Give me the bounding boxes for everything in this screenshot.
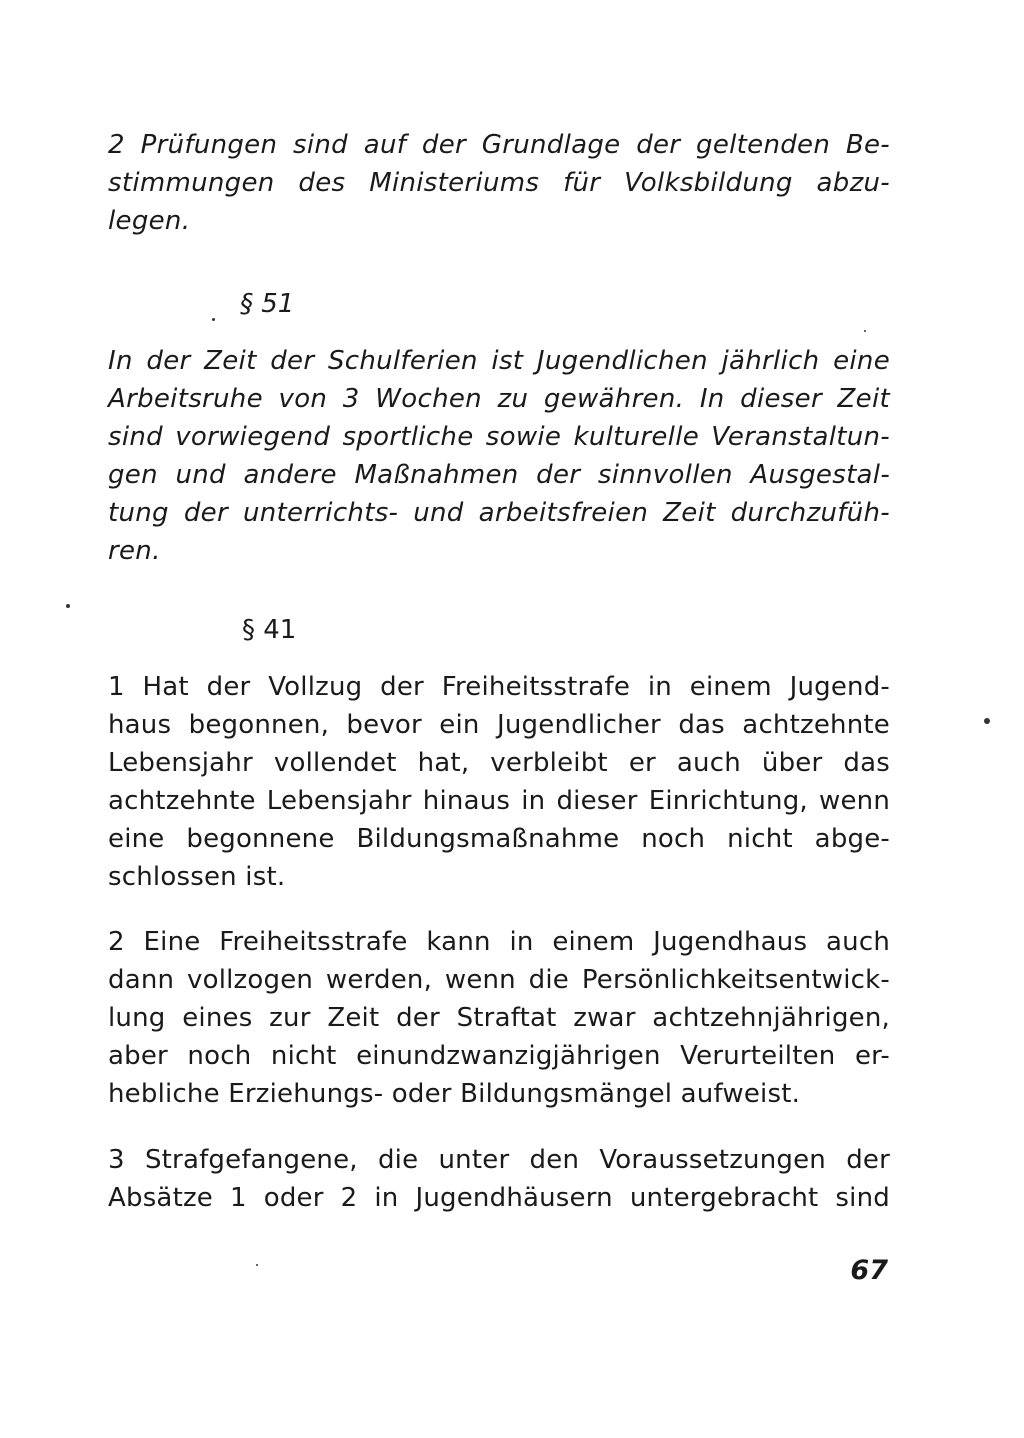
text-line: 2 Prüfungen sind auf der Grundlage der geltenden Be- bbox=[108, 130, 890, 160]
text-line: haus begonnen, bevor ein Jugendlicher das achtzehnte bbox=[108, 710, 890, 740]
text-line: tung der unterrichts- und arbeitsfreien Zeit durchzufüh- bbox=[108, 498, 890, 528]
text-line: gen und andere Maßnahmen der sinnvollen Ausgestal- bbox=[108, 460, 890, 490]
text-line: sind vorwiegend sportliche sowie kulturelle Veranstaltun- bbox=[108, 422, 890, 452]
paragraph-examinations bbox=[108, 126, 890, 240]
paragraph-section-41-1 bbox=[108, 668, 890, 896]
paragraph-section-41-3 bbox=[108, 1141, 890, 1217]
scan-speck bbox=[256, 1264, 258, 1266]
text-line: In der Zeit der Schulferien ist Jugendlichen jährlich eine bbox=[108, 346, 890, 376]
text-line: eine begonnene Bildungsmaßnahme noch nicht abge- bbox=[108, 824, 890, 854]
scan-speck bbox=[212, 318, 215, 321]
text-line: aber noch nicht einundzwanzigjährigen Verurteilten er- bbox=[108, 1041, 890, 1071]
text-line: 1 Hat der Vollzug der Freiheitsstrafe in einem Jugend- bbox=[108, 672, 890, 702]
text-line: ren. bbox=[108, 536, 161, 566]
text-line: Lebensjahr vollendet hat, verbleibt er auch über das bbox=[108, 748, 890, 778]
page-number: 67 bbox=[850, 1255, 888, 1286]
section-heading-51: § 51 bbox=[240, 289, 295, 319]
text-line: hebliche Erziehungs- oder Bildungsmängel aufweist. bbox=[108, 1079, 801, 1109]
section-heading-41: § 41 bbox=[242, 615, 297, 645]
text-line: schlossen ist. bbox=[108, 862, 286, 892]
text-line: Absätze 1 oder 2 in Jugendhäusern untergebracht sind bbox=[108, 1183, 890, 1213]
text-line: Arbeitsruhe von 3 Wochen zu gewähren. In dieser Zeit bbox=[108, 384, 890, 414]
text-line: dann vollzogen werden, wenn die Persönlichkeitsentwick- bbox=[108, 965, 890, 995]
scan-speck bbox=[864, 330, 866, 332]
text-line: legen. bbox=[108, 206, 191, 236]
text-line: lung eines zur Zeit der Straftat zwar achtzehnjährigen, bbox=[108, 1003, 890, 1033]
text-line: stimmungen des Ministeriums für Volksbildung abzu- bbox=[108, 168, 890, 198]
text-line: 2 Eine Freiheitsstrafe kann in einem Jugendhaus auch bbox=[108, 927, 890, 957]
text-line: achtzehnte Lebensjahr hinaus in dieser Einrichtung, wenn bbox=[108, 786, 890, 816]
paragraph-section-41-2 bbox=[108, 923, 890, 1113]
text-line: 3 Strafgefangene, die unter den Voraussetzungen der bbox=[108, 1145, 890, 1175]
paragraph-section-51 bbox=[108, 342, 890, 570]
scan-speck bbox=[66, 604, 70, 608]
scan-speck bbox=[984, 718, 990, 724]
